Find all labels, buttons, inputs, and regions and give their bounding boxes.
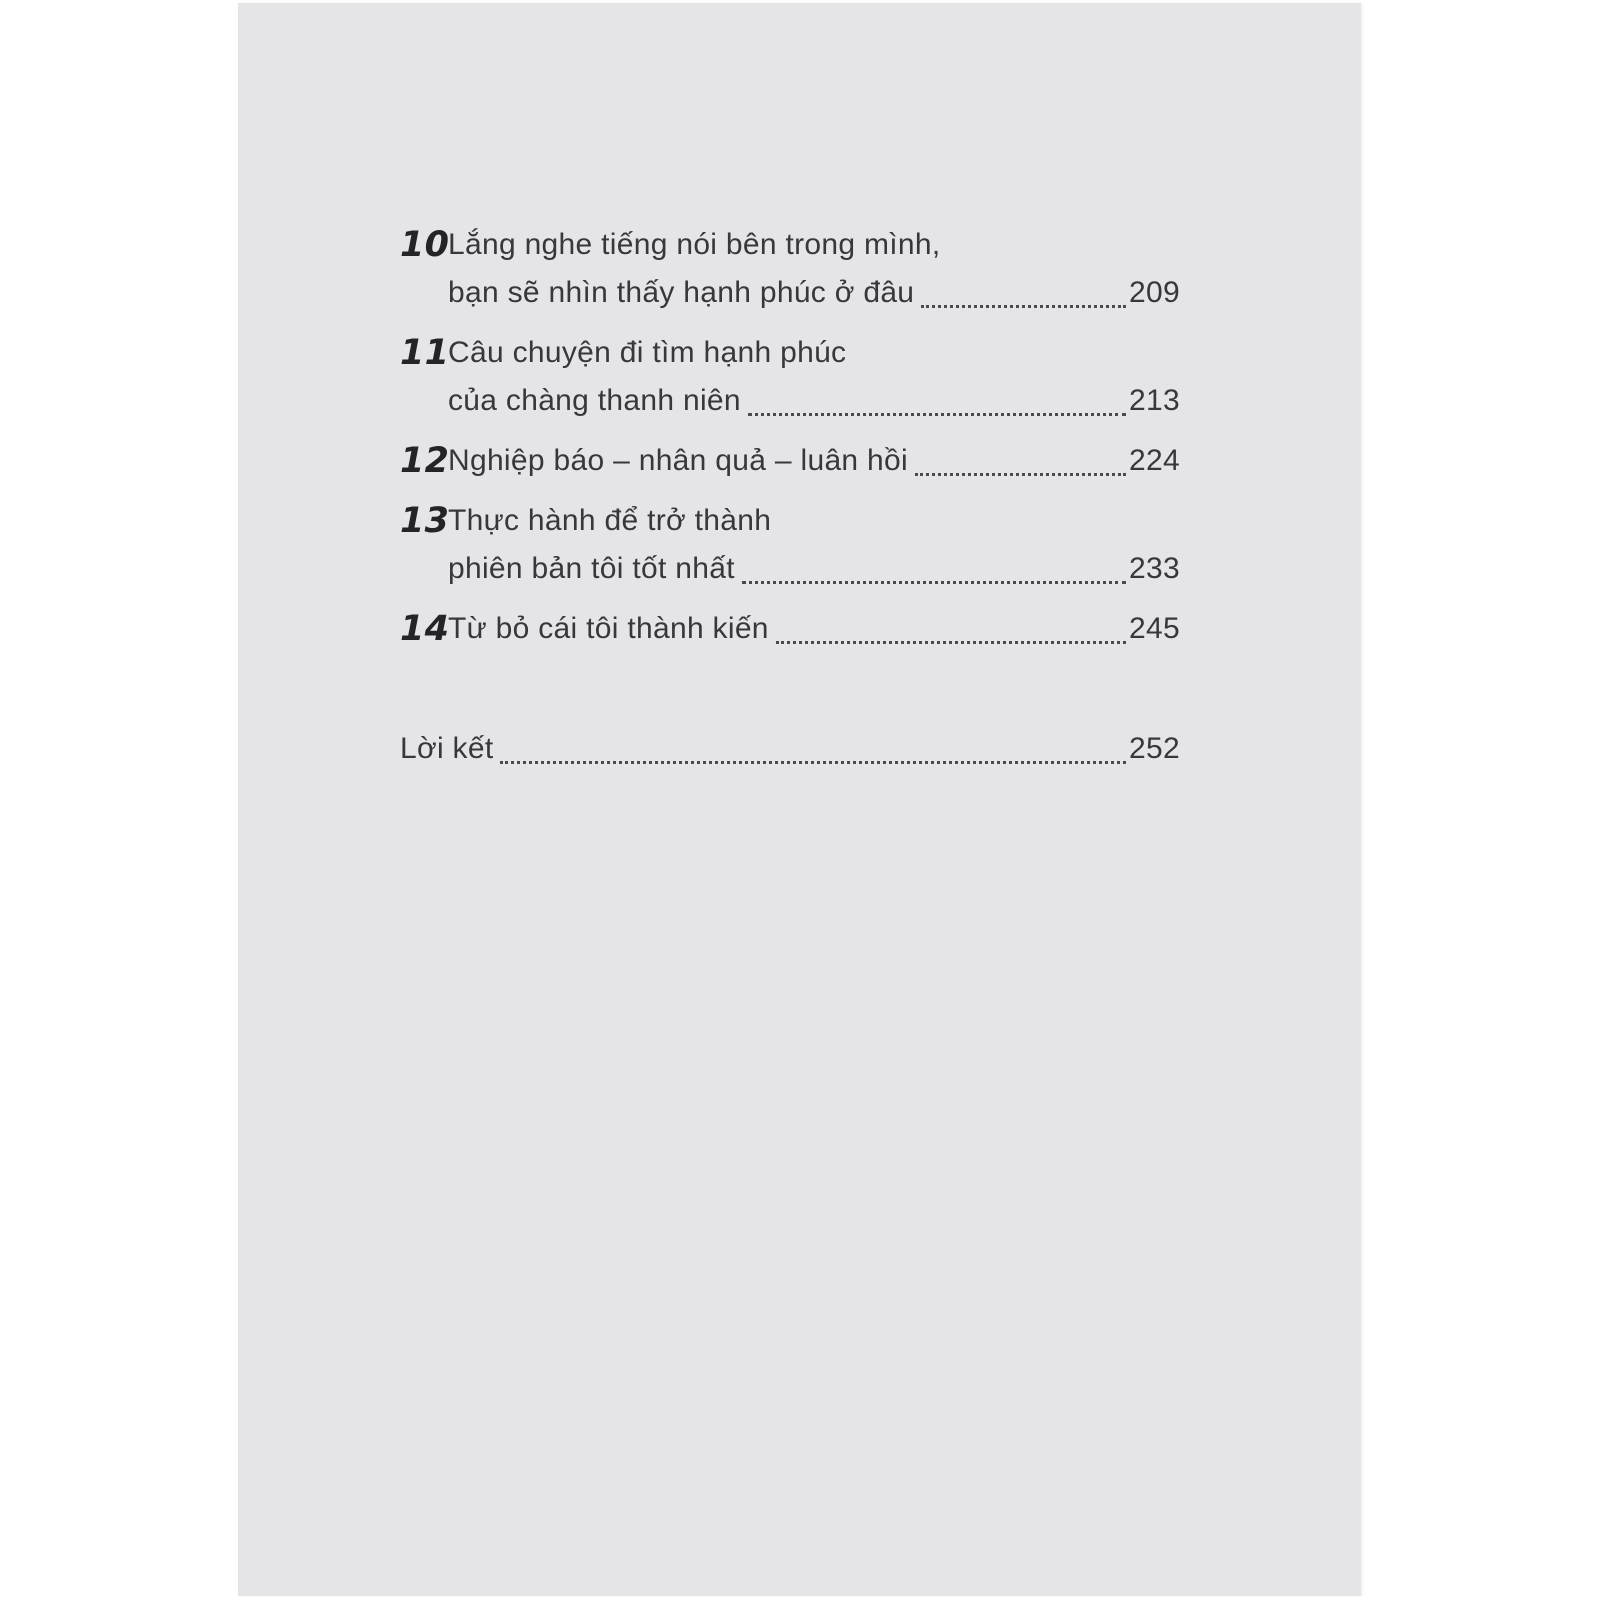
chapter-title-line: Thực hành để trở thành (448, 504, 772, 537)
dotted-leader (742, 581, 1126, 584)
chapter-title-last-line (448, 545, 1180, 593)
chapter-number (400, 329, 448, 377)
chapter-number (400, 437, 448, 485)
chapter-title-last-line (448, 377, 1180, 425)
page-number: 252 (1129, 732, 1180, 765)
chapter-title-line: phiên bản tôi tốt nhất (448, 552, 735, 585)
page-number: 224 (1129, 444, 1180, 477)
chapter-title-last-line (448, 269, 1180, 317)
dotted-leader (500, 761, 1126, 764)
chapter-title-line: Từ bỏ cái tôi thành kiến (448, 612, 769, 645)
chapter-title-line: Lắng nghe tiếng nói bên trong mình, (448, 228, 941, 261)
dotted-leader (921, 305, 1126, 308)
toc-entry-epilogue (400, 725, 1180, 773)
toc-entry (400, 605, 1180, 653)
chapter-number-text: 12 (400, 441, 450, 481)
chapter-number-text: 11 (400, 333, 450, 373)
dotted-leader (748, 413, 1126, 416)
chapter-number-text: 13 (400, 501, 450, 541)
toc-entry (400, 437, 1180, 485)
chapter-number-text: 10 (400, 225, 450, 265)
chapter-title-line: của chàng thanh niên (448, 384, 741, 417)
chapter-number (400, 605, 448, 653)
chapter-title (448, 437, 1180, 485)
chapter-number (400, 497, 448, 545)
chapter-title (448, 221, 1180, 317)
toc-entry (400, 497, 1180, 593)
dotted-leader (776, 641, 1126, 644)
chapter-title-line: bạn sẽ nhìn thấy hạnh phúc ở đâu (448, 276, 915, 309)
chapter-number (400, 221, 448, 269)
toc-entry (400, 329, 1180, 425)
chapter-title-last-line (448, 437, 1180, 485)
chapter-title (448, 329, 1180, 425)
page-number: 209 (1129, 276, 1180, 309)
chapter-title-line: Nghiệp báo – nhân quả – luân hồi (448, 444, 908, 477)
toc-entry (400, 221, 1180, 317)
book-page (238, 3, 1361, 1596)
table-of-contents (400, 221, 1180, 773)
epilogue-label: Lời kết (400, 732, 494, 765)
chapter-number-text: 14 (400, 609, 450, 649)
chapter-title-line: Câu chuyện đi tìm hạnh phúc (448, 336, 847, 369)
chapter-title-last-line (448, 605, 1180, 653)
dotted-leader (915, 473, 1126, 476)
page-number: 233 (1129, 552, 1180, 585)
page-number: 245 (1129, 612, 1180, 645)
page-number: 213 (1129, 384, 1180, 417)
chapter-title (448, 605, 1180, 653)
chapter-title (448, 497, 1180, 593)
